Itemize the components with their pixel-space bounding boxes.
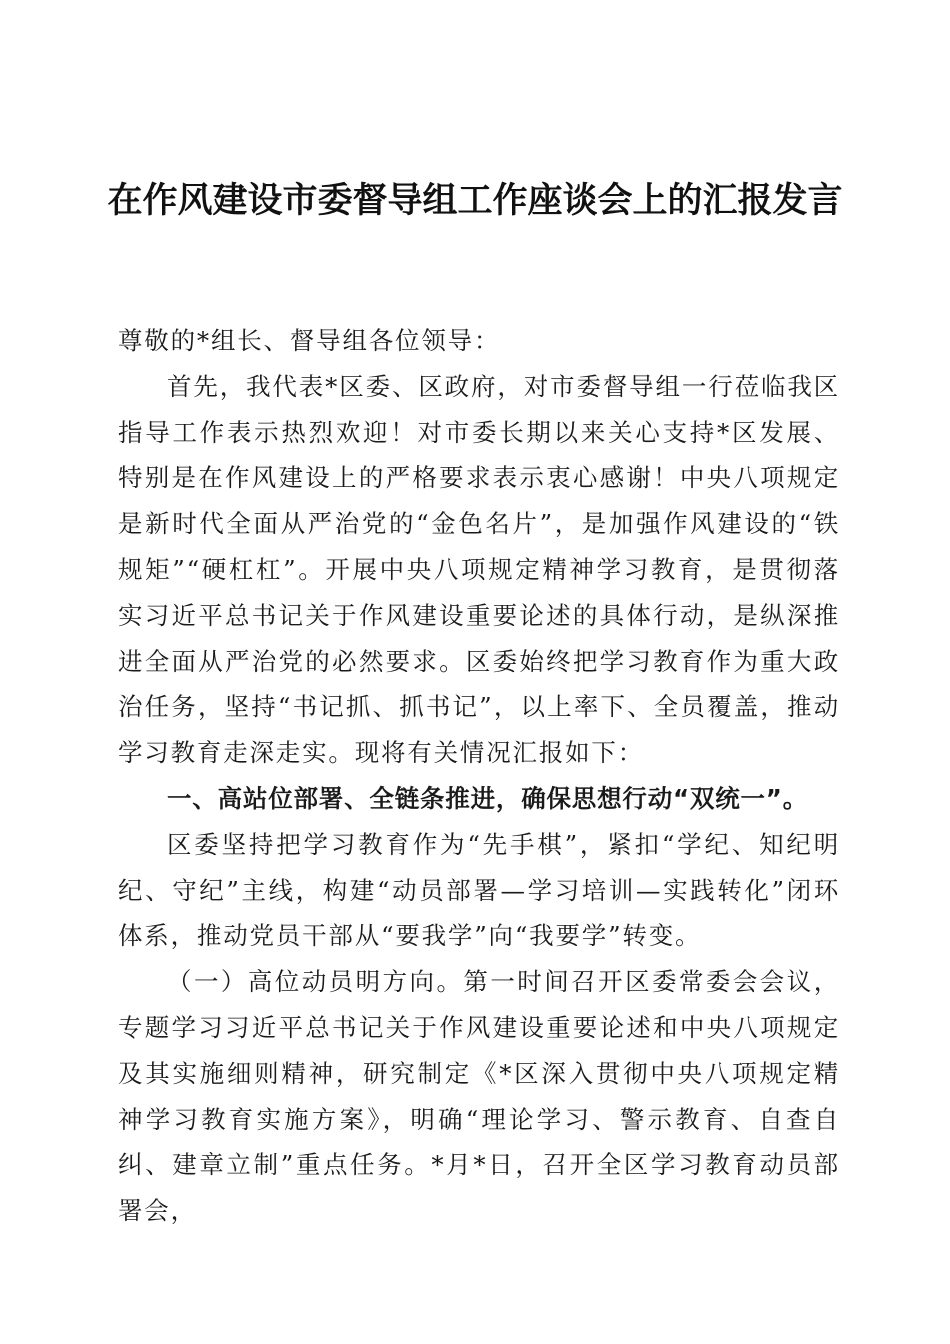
document-body [118, 318, 840, 1234]
section-one-paragraph: 区委坚持把学习教育作为“先手棋”，紧扣“学纪、知纪明纪、守纪”主线，构建“动员部署—学习培训—实践转化”闭环体系，推动党员干部从“要我学”向“我要学”转变。 [118, 829, 840, 951]
intro-paragraph: 首先，我代表*区委、区政府，对市委督导组一行莅临我区指导工作表示热烈欢迎！对市委长期以来关心支持*区发展、特别是在作风建设上的严格要求表示衷心感谢！中央八项规定是新时代全面从严治党的“金色名片”，是加强作风建设的“铁规矩”“硬杠杠”。开展中央八项规定精神学习教育，是贯彻落实习近平总书记关于作风建设重要论述的具体行动，是纵深推进全面从严治党的必然要求。区委始终把学习教育作为重大政治任务，坚持“书记抓、抓书记”，以上率下、全员覆盖，推动学习教育走深走实。现将有关情况汇报如下： [118, 371, 840, 768]
section-one-heading: 一、高站位部署、全链条推进，确保思想行动“双统一”。 [167, 783, 809, 813]
document-title: 在作风建设市委督导组工作座谈会上的汇报发言 [107, 180, 843, 221]
subsection-one-paragraph: （一）高位动员明方向。第一时间召开区委常委会会议，专题学习习近平总书记关于作风建设重要论述和中央八项规定及其实施细则精神，研究制定《*区深入贯彻中央八项规定精神学习教育实施方案》，明确“理论学习、警示教育、自查自纠、建章立制”重点任务。*月*日，召开全区学习教育动员部署会， [118, 967, 840, 1226]
salutation: 尊敬的*组长、督导组各位领导： [118, 326, 501, 355]
